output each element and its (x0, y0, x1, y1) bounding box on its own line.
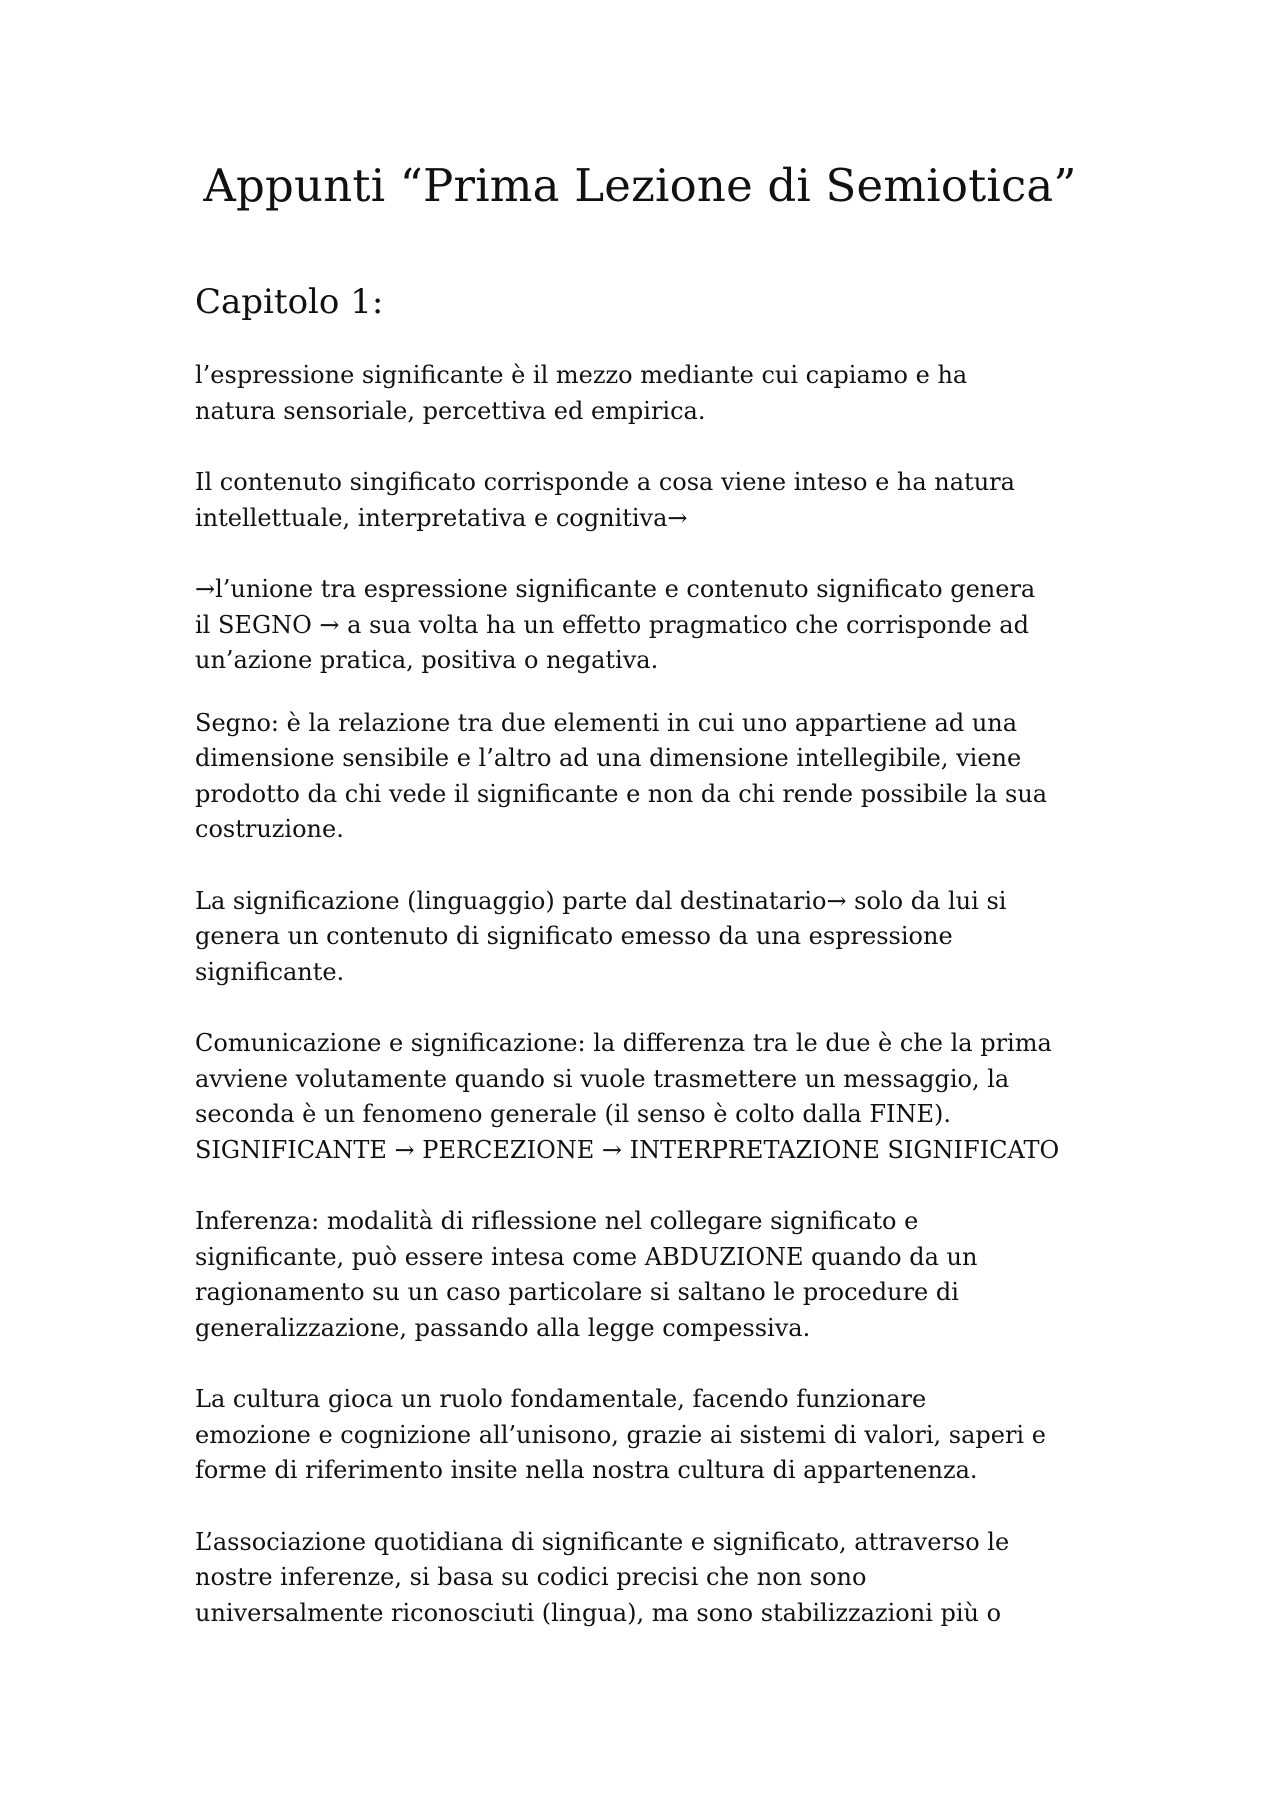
text-line: universalmente riconosciuti (lingua), ma sono stabilizzazioni più o (195, 1598, 1002, 1627)
paragraph (195, 706, 1100, 848)
paragraph (195, 1382, 1100, 1489)
text-line: Inferenza: modalità di riflessione nel collegare significato e (195, 1207, 919, 1235)
text-line: La significazione (linguaggio) parte dal destinatario→ solo da lui si (195, 886, 1007, 915)
paragraph (195, 465, 1100, 536)
paragraph (195, 1026, 1100, 1168)
text-line: forme di riferimento insite nella nostra cultura di appartenenza. (195, 1456, 978, 1484)
text-line: ragionamento su un caso particolare si saltano le procedure di (195, 1278, 959, 1306)
text-line: Segno: è la relazione tra due elementi in cui uno appartiene ad una (195, 708, 1018, 737)
paragraph (195, 1525, 1100, 1632)
text-line: seconda è un fenomeno generale (il senso è colto dalla FINE). (195, 1100, 951, 1128)
text-line: significante, può essere intesa come ABDUZIONE quando da un (195, 1242, 978, 1271)
text-line: intellettuale, interpretativa e cognitiva→ (195, 503, 688, 532)
text-line: un’azione pratica, positiva o negativa. (195, 646, 659, 674)
text-line: nostre inferenze, si basa su codici precisi che non sono (195, 1563, 867, 1591)
text-line: natura sensoriale, percettiva ed empirica. (195, 396, 706, 425)
text-line: prodotto da chi vede il significante e non da chi rende possibile la sua (195, 779, 1048, 808)
text-line: l’espressione significante è il mezzo mediante cui capiamo e ha (195, 361, 968, 389)
document-title: Appunti “Prima Lezione di Semiotica” (203, 159, 1077, 212)
text-line: emozione e cognizione all’unisono, grazie ai sistemi di valori, saperi e (195, 1420, 1046, 1449)
text-line: avviene volutamente quando si vuole trasmettere un messaggio, la (195, 1064, 1010, 1093)
text-line: genera un contenuto di significato emesso da una espressione (195, 922, 953, 950)
text-line: →l’unione tra espressione significante e contenuto significato genera (195, 575, 1036, 603)
text-line: L’associazione quotidiana di significante e significato, attraverso le (195, 1527, 1010, 1556)
text-line: La cultura gioca un ruolo fondamentale, facendo funzionare (195, 1385, 927, 1413)
paragraph (195, 884, 1100, 991)
chapter-heading: Capitolo 1: (195, 282, 384, 322)
text-line: Il contenuto singificato corrisponde a cosa viene inteso e ha natura (195, 468, 1015, 496)
paragraph (195, 358, 1100, 429)
text-line: SIGNIFICANTE → PERCEZIONE → INTERPRETAZIONE SIGNIFICATO (195, 1135, 1060, 1164)
text-line: costruzione. (195, 815, 344, 843)
text-line: generalizzazione, passando alla legge compessiva. (195, 1313, 811, 1342)
text-line: Comunicazione e significazione: la differenza tra le due è che la prima (195, 1029, 1052, 1057)
paragraph (195, 572, 1100, 679)
document-body (195, 358, 1100, 1667)
paragraph (195, 1204, 1100, 1346)
text-line: il SEGNO → a sua volta ha un effetto pragmatico che corrisponde ad (195, 610, 1029, 639)
text-line: significante. (195, 957, 345, 986)
text-line: dimensione sensibile e l’altro ad una dimensione intellegibile, viene (195, 744, 1022, 772)
